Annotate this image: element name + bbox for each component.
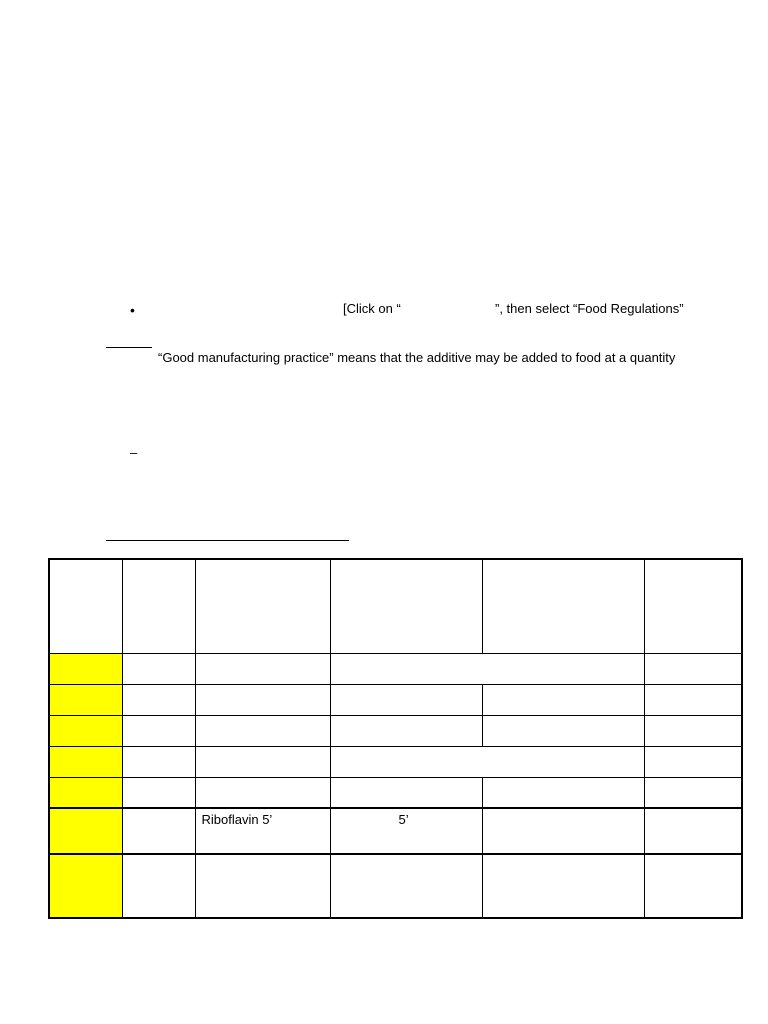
- additives-table: [48, 558, 743, 919]
- table-cell: [195, 854, 330, 918]
- highlight-cell: [49, 715, 122, 746]
- table-cell: [644, 854, 742, 918]
- table-cell: [644, 715, 742, 746]
- table-cell: [644, 653, 742, 684]
- table-cell: [122, 777, 195, 808]
- table-cell: [195, 653, 330, 684]
- table-cell: [330, 715, 482, 746]
- table-cell: [122, 854, 195, 918]
- bullet-marker: •: [130, 302, 135, 318]
- highlight-cell: [49, 684, 122, 715]
- table-row: [49, 715, 742, 746]
- table-cell: [644, 777, 742, 808]
- highlight-cell: [49, 746, 122, 777]
- dash-marker: –: [130, 445, 138, 460]
- table-cell: [195, 684, 330, 715]
- table-cell: [482, 715, 644, 746]
- table-cell: [122, 808, 195, 854]
- table-cell: [195, 746, 330, 777]
- short-underline: [106, 347, 152, 348]
- table-row: [49, 684, 742, 715]
- table-cell: [644, 746, 742, 777]
- table-cell: [482, 854, 644, 918]
- header-cell: [195, 559, 330, 653]
- then-select-text: ”, then select “Food Regulations”: [495, 301, 684, 316]
- gmp-definition: “Good manufacturing practice” means that the additive may be added to food at a quantity: [158, 350, 676, 365]
- table-cell: [482, 777, 644, 808]
- table-cell: [122, 684, 195, 715]
- merged-cell: [330, 746, 644, 777]
- table-cell: [195, 715, 330, 746]
- table-cell: [330, 854, 482, 918]
- header-cell: [644, 559, 742, 653]
- table-cell: [644, 808, 742, 854]
- highlight-cell: [49, 777, 122, 808]
- highlight-cell: [49, 808, 122, 854]
- table-cell: [195, 808, 330, 854]
- riboflavin-label: Riboflavin 5’: [201, 812, 273, 827]
- table-row: [49, 808, 742, 854]
- table-row: [49, 854, 742, 918]
- highlight-cell: [49, 854, 122, 918]
- table-cell: [122, 653, 195, 684]
- table-cell: [482, 808, 644, 854]
- header-cell: [330, 559, 482, 653]
- table-cell: [644, 684, 742, 715]
- table-cell: [330, 777, 482, 808]
- table-header-row: [49, 559, 742, 653]
- table-cell: [482, 684, 644, 715]
- prime-label: 5’: [398, 812, 409, 827]
- table-cell: [122, 746, 195, 777]
- click-on-text: [Click on “: [343, 301, 401, 316]
- table-cell: [330, 808, 482, 854]
- table-cell: [122, 715, 195, 746]
- header-cell: [482, 559, 644, 653]
- long-underline: [106, 540, 349, 541]
- header-cell: [49, 559, 122, 653]
- table-cell: [195, 777, 330, 808]
- table-row: [49, 746, 742, 777]
- table-row: [49, 653, 742, 684]
- table-row: [49, 777, 742, 808]
- merged-cell: [330, 653, 644, 684]
- table-cell: [330, 684, 482, 715]
- highlight-cell: [49, 653, 122, 684]
- header-cell: [122, 559, 195, 653]
